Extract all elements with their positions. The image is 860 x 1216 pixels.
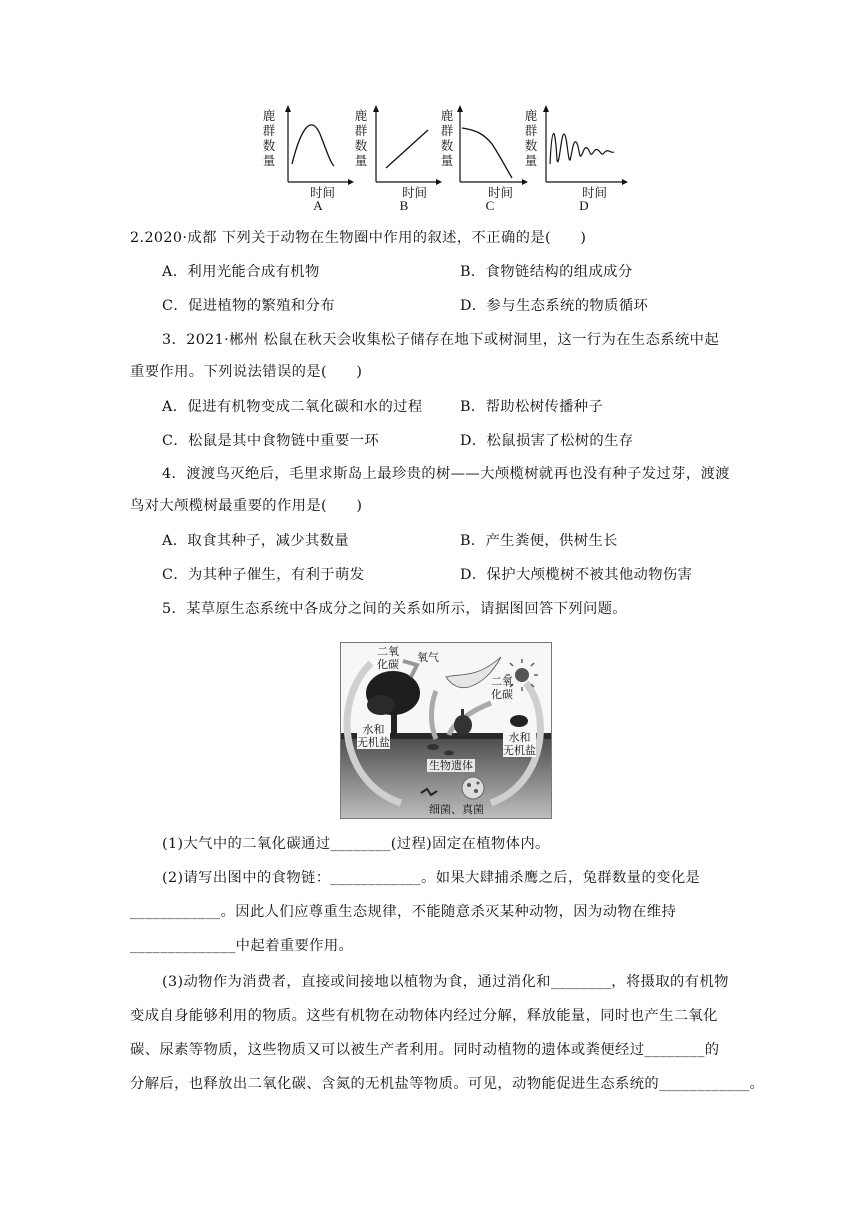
bacteria-fungi-icon [462, 777, 484, 799]
chart-b-plot [354, 104, 442, 199]
curve-oscillate [550, 133, 614, 164]
label-co2-right: 二氧 化碳 [491, 675, 513, 701]
q2-option-d: D．参与生态系统的物质循环 [460, 298, 649, 314]
ecosystem-diagram [340, 642, 552, 819]
label-oxygen: 氧气 [417, 651, 439, 664]
deer-population-charts [262, 104, 630, 216]
option-letter: B [399, 198, 409, 213]
x-axis-label: 时间 [310, 185, 336, 200]
chart-b [354, 104, 442, 216]
q2-option-b: B．食物链结构的组成成分 [460, 264, 633, 280]
chart-a-plot [262, 104, 350, 199]
q5-part3-line3: 碳、尿素等物质，这些物质又可以被生产者利用。同时动植物的遗体或粪便经过________的 [130, 1042, 720, 1058]
x-arrow [622, 179, 628, 185]
label-water-right: 水和 无机盐 [503, 731, 536, 757]
q3-stem-line1: 3．2021·郴州 松鼠在秋天会收集松子储存在地下或树洞里，这一行为在生态系统中起 [162, 332, 720, 348]
chart-c-plot [440, 104, 528, 199]
chart-d [524, 104, 628, 216]
q4-stem-line2: 鸟对大颅榄树最重要的作用是( ) [130, 498, 363, 514]
x-axis-label: 时间 [488, 185, 514, 200]
label-co2-left: 二氧 化碳 [377, 645, 399, 671]
y-axis-label: 鹿 群 数 量 [354, 108, 368, 168]
q2-option-c: C．促进植物的繁殖和分布 [162, 298, 336, 314]
q5-part2-line1: (2)请写出图中的食物链：____________。如果大肆捕杀鹰之后，兔群数量的变化是 [162, 870, 701, 886]
q5-part2-line2: ____________。因此人们应尊重生态规律，不能随意杀灭某种动物，因为动物在维持 [130, 904, 677, 920]
y-arrow [457, 105, 463, 112]
chart-c [440, 104, 528, 216]
q4-option-b: B．产生粪便，供树生长 [460, 533, 618, 549]
q2-stem: 2.2020·成都 下列关于动物在生物圈中作用的叙述，不正确的是( ) [130, 230, 587, 246]
arrow-co2-to-tree [431, 691, 436, 739]
q5-part2-line3: ______________中起着重要作用。 [130, 938, 354, 954]
beetle-icon [510, 715, 528, 727]
y-axis-label: 鹿 群 数 量 [524, 108, 538, 168]
y-arrow [543, 105, 549, 112]
y-arrow [285, 105, 291, 112]
option-letter: C [485, 198, 495, 213]
x-axis-label: 时间 [402, 185, 428, 200]
option-letter: A [313, 198, 323, 213]
y-axis-label: 鹿 群 数 量 [262, 108, 276, 168]
tree-canopy-lower [367, 695, 395, 715]
x-axis-label: 时间 [582, 185, 608, 200]
q3-option-d: D．松鼠损害了松树的生存 [460, 433, 634, 449]
q5-stem: 5．某草原生态系统中各成分之间的关系如所示，请据图回答下列问题。 [162, 601, 628, 617]
q3-stem-line2: 重要作用。下列说法错误的是( ) [130, 364, 363, 380]
q5-part3-line4: 分解后，也释放出二氧化碳、含氮的无机盐等物质。可见，动物能促进生态系统的____________。 [130, 1076, 765, 1092]
curve-decline [462, 128, 512, 178]
q2-option-a: A．利用光能合成有机物 [162, 264, 320, 280]
chart-d-plot [524, 104, 628, 199]
curve-rise-fall [292, 125, 334, 166]
q4-option-d: D．保护大颅榄树不被其他动物伤害 [460, 567, 693, 583]
sun-icon [515, 668, 529, 682]
q5-part1: (1)大气中的二氧化碳通过________(过程)固定在植物体内。 [162, 836, 550, 852]
q3-option-b: B．帮助松树传播种子 [460, 399, 604, 415]
y-axis-label: 鹿 群 数 量 [440, 108, 454, 168]
q3-option-a: A．促进有机物变成二氧化碳和水的过程 [162, 399, 423, 415]
q4-option-a: A．取食其种子，减少其数量 [162, 533, 350, 549]
label-remains: 生物遗体 [429, 759, 473, 772]
label-water-left: 水和 无机盐 [357, 723, 390, 749]
q4-option-c: C．为其种子催生，有利于萌发 [162, 567, 365, 583]
curve-steady-rise [386, 130, 428, 168]
q3-option-c: C．松鼠是其中食物链中重要一环 [162, 433, 380, 449]
chart-a [262, 104, 350, 216]
y-arrow [373, 105, 379, 112]
option-letter: D [579, 198, 589, 213]
label-decomposers: 细菌、真菌 [429, 803, 484, 816]
q5-part3-line1: (3)动物作为消费者，直接或间接地以植物为食，通过消化和________，将摄取的有机物 [162, 974, 729, 990]
q4-stem-line1: 4．渡渡鸟灭绝后，毛里求斯岛上最珍贵的树——大颅榄树就再也没有种子发过芽，渡渡 [162, 466, 730, 482]
q5-part3-line2: 变成自身能够利用的物质。这些有机物在动物体内经过分解，释放能量，同时也产生二氧化 [130, 1008, 718, 1024]
ground-animal [427, 744, 439, 750]
